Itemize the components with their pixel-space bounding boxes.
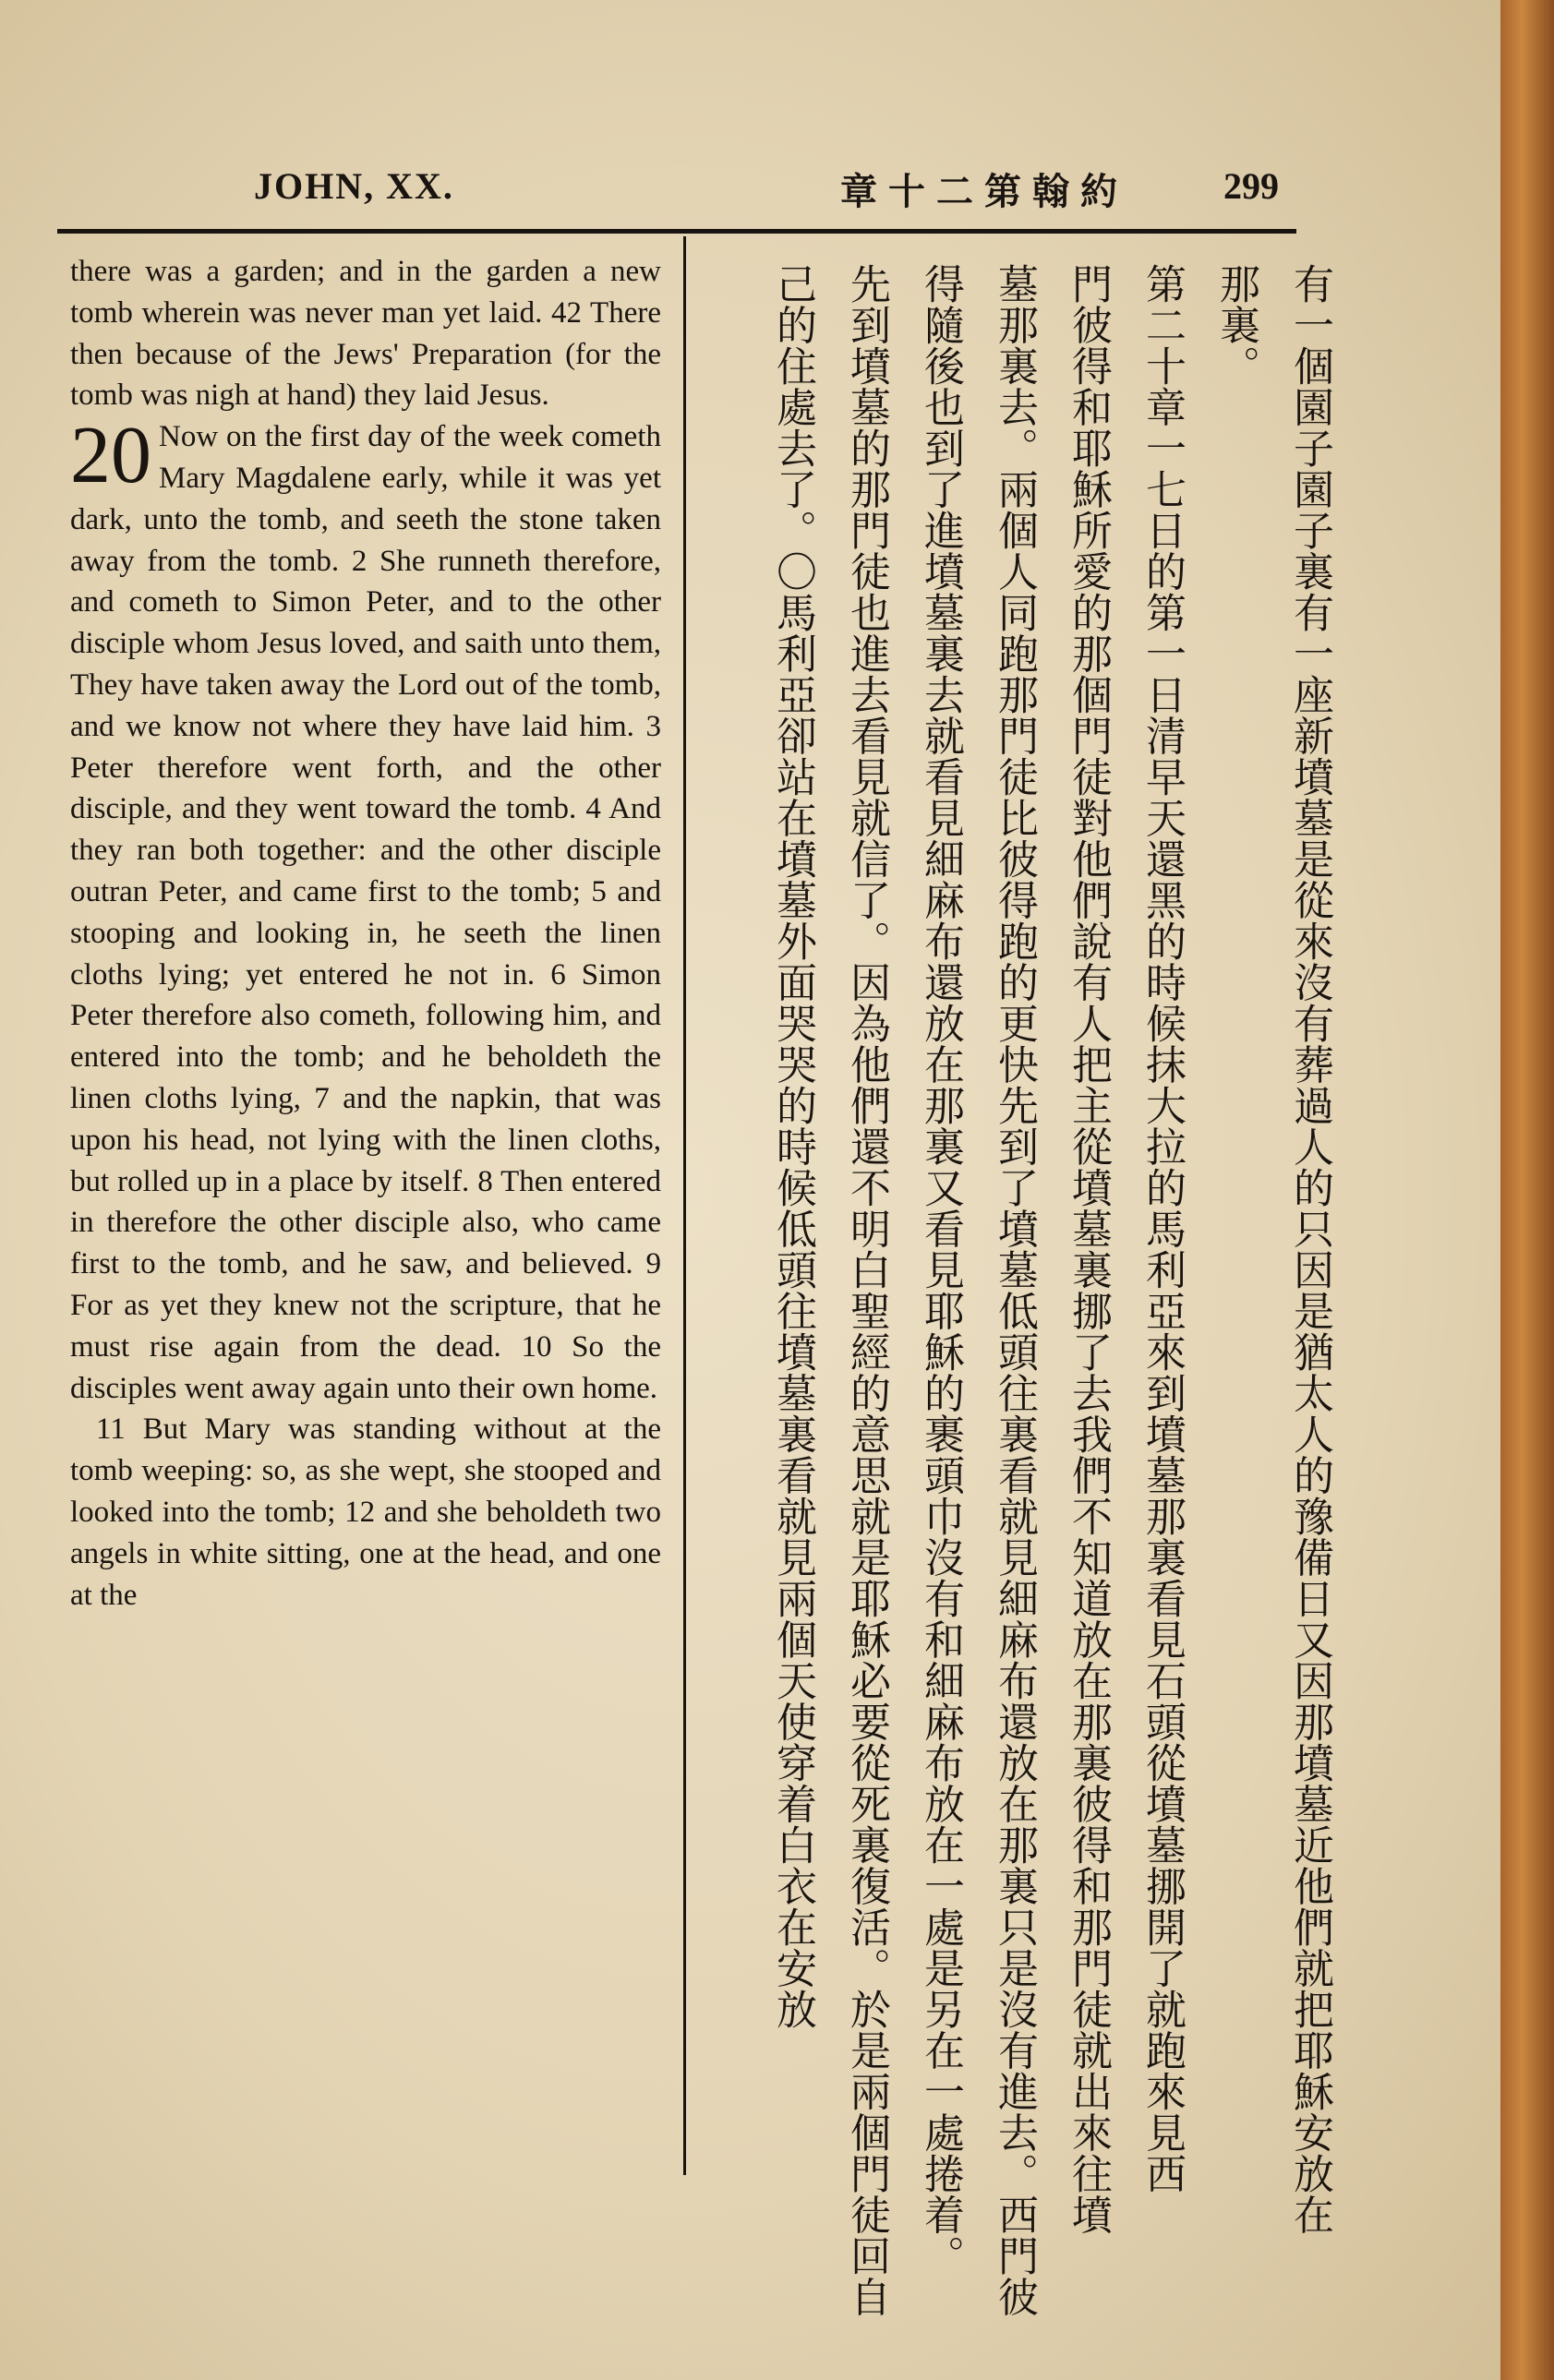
chinese-column-7: 先到墳墓的那門徒也進去看見就信了。因為他們還不明白聖經的意思就是耶穌必要從死裏復活。於是兩個門徒回自 (843, 263, 890, 2317)
chapter-number: 20 (70, 411, 151, 501)
book-page-edge (1500, 0, 1554, 2380)
chinese-column-6: 得隨後也到了進墳墓裏去就看見細麻布還放在那裏又看見耶穌的裹頭巾沒有和細麻布放在一處是另在一處捲着。 (917, 263, 964, 2277)
page-number: 299 (1223, 165, 1279, 207)
chinese-column-5: 墓那裏去。兩個人同跑那門徒比彼得跑的更快先到了墳墓低頭往裏看就見細麻布還放在那裏只是沒有進去。西門彼 (991, 263, 1038, 2317)
english-text-column (70, 251, 661, 1616)
chinese-column-3: 第二十章一七日的第一日清早天還黑的時候抹大拉的馬利亞來到墳墓那裏看見石頭從墳墓挪開了就跑來見西 (1138, 263, 1186, 2194)
running-header (55, 157, 1302, 212)
chinese-column-8: 己的住處去了。〇馬利亞卻站在墳墓外面哭哭的時候低頭往墳墓裏看就見兩個天使穿着白衣在安放 (769, 263, 816, 2030)
book-chapter-heading: JOHN, XX. (254, 165, 454, 207)
chinese-column-2: 那裏。 (1212, 263, 1259, 387)
english-paragraph-2 (70, 411, 661, 1409)
chinese-text-column (702, 263, 1348, 2317)
english-paragraph-1: there was a garden; and in the garden a new tomb wherein was never man yet laid. 42 There then because of the Jews' Preparation (for the tomb was nigh at hand) they laid Jesus. (70, 255, 661, 413)
english-paragraph-2-text: Now on the first day of the week cometh Mary Magdalene early, while it was yet dark, unto the tomb, and seeth the stone taken away from the tomb. 2 She runneth therefore, and cometh to Simon Peter, and to the other disciple whom Jesus loved, and saith unto them, They have taken away the Lord out of the tomb, and we know not where they have laid him. 3 Peter therefore went forth, and the other disciple, and they went toward the tomb. 4 And they ran both together: and the other disciple outran Peter, and came first to the tomb; 5 and stooping and looking in, he seeth the linen cloths lying; yet entered he not in. 6 Simon Peter therefore also cometh, following him, and entered into the tomb; and he beholdeth the linen cloths lying, 7 and the napkin, that was upon his head, not lying with the linen cloths, but rolled up in a place by itself. 8 Then entered in therefore the other disciple also, who came first to the tomb, and he saw, and believed. 9 For as yet they knew not the scripture, that he must rise again from the dead. 10 So the disciples went away again unto their own home. (70, 420, 661, 1405)
column-divider (683, 236, 686, 2175)
chinese-column-4: 門彼得和耶穌所愛的那個門徒對他們說有人把主從墳墓裏挪了去我們不知道放在那裏彼得和那門徒就出來往墳 (1065, 263, 1112, 2235)
chinese-chapter-heading: 章十二第翰約 (840, 171, 1128, 213)
chinese-column-1: 有一個園子園子裏有一座新墳墓是從來沒有葬過人的只因是猶太人的豫備日又因那墳墓近他們就把耶穌安放在 (1286, 263, 1333, 2235)
header-rule (57, 229, 1296, 234)
english-paragraph-3: 11 But Mary was standing without at the tomb weeping: so, as she wept, she stooped and looked into the tomb; 12 and she beholdeth two angels in white sitting, one at the head, and one at the (70, 1412, 661, 1612)
